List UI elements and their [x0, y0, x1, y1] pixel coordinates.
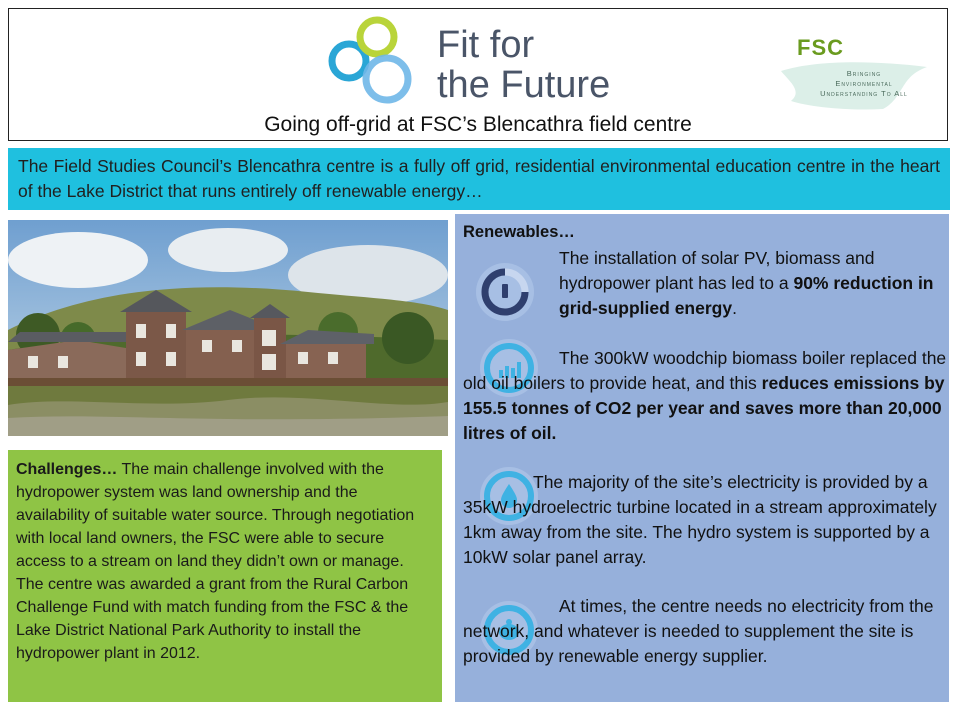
page-subtitle: Going off-grid at FSC’s Blencathra field centre	[264, 113, 692, 136]
challenges-panel	[8, 450, 442, 702]
renewables-panel	[455, 214, 949, 702]
fsc-tagline-2: Environmental	[835, 79, 893, 88]
fsc-mark: FSC	[797, 35, 844, 60]
fsc-tagline-1: Bringing	[846, 69, 882, 78]
renewables-heading: Renewables…	[463, 223, 575, 241]
fit-for-future-rings-logo	[321, 13, 421, 109]
renewables-point-4: At times, the centre needs no electricity from the network, and whatever is needed to supplement the site is provided by renewable energy supplier.	[463, 596, 934, 666]
logo-line-2: the Future	[437, 64, 611, 106]
fsc-tagline	[809, 69, 919, 99]
fsc-logo	[779, 35, 929, 111]
intro-banner: The Field Studies Council’s Blencathra centre is a fully off grid, residential environmental education centre in the heart of the Lake District that runs entirely off renewable energy…	[8, 148, 950, 210]
fsc-tagline-3: Understanding To All	[820, 89, 908, 98]
renewables-point-1: The installation of solar PV, biomass and hydropower plant has led to a 90% reduction in grid-supplied energy.	[559, 248, 934, 318]
logo-line-1: Fit for	[437, 24, 535, 66]
challenges-heading: Challenges…	[16, 461, 118, 478]
battery-gauge-icon	[475, 262, 535, 322]
renewables-point-2: The 300kW woodchip biomass boiler replaced the old oil boilers to provide heat, and this reduces emissions by 155.5 tonnes of CO2 per year and saves more than 20,000 litres of oil.	[463, 348, 947, 443]
challenges-body: The main challenge involved with the hydropower system was land ownership and the availability of suitable water source. Through negotiation with local land owners, the FSC were able to secure access to a stream on land they didn’t own or manage. The centre was awarded a grant from the Rural Carbon Challenge Fund with match funding from the FSC & the Lake District National Park Authority to install the hydropower plant in 2012.	[16, 461, 415, 662]
header-banner	[8, 8, 948, 141]
logo-wordmark	[437, 25, 610, 105]
renewables-point-3: The majority of the site’s electricity is provided by a 35kW hydroelectric turbine located in a stream approximately 1km away from the site. The hydro system is supported by a 10kW solar panel array.	[463, 472, 937, 567]
blencathra-centre-photo	[8, 220, 448, 436]
